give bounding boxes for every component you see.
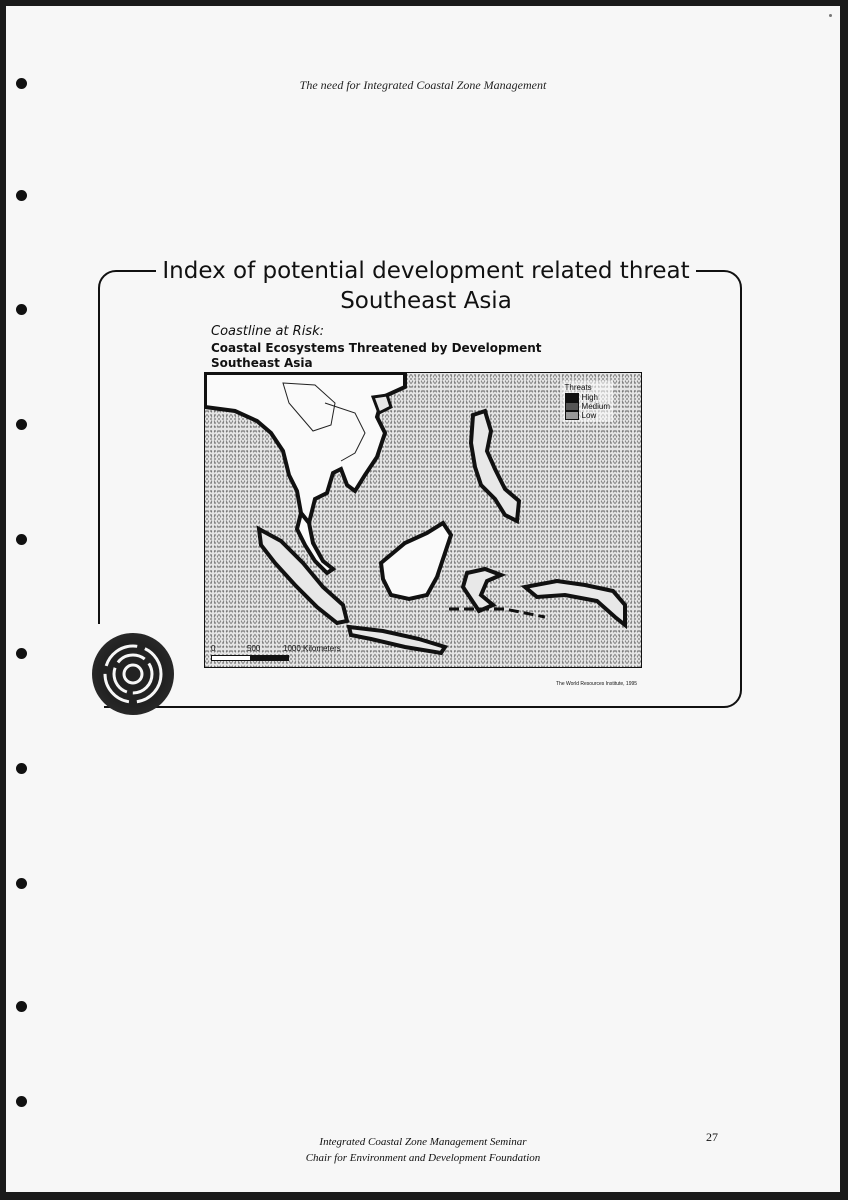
legend-item: [565, 411, 610, 420]
coastline-threat-map: [204, 372, 642, 668]
map-subtitle-line2: Southeast Asia: [211, 356, 313, 370]
scale-bar: [211, 644, 351, 661]
slide-title-line1: Index of potential development related threat: [156, 256, 695, 286]
legend-title: Threats: [564, 383, 592, 392]
sulawesi-island: [463, 569, 501, 611]
legend-label-medium: Medium: [581, 402, 610, 411]
binder-hole: [16, 419, 27, 430]
eastern-islands: [525, 581, 625, 625]
binder-hole: [16, 190, 27, 201]
binder-hole: [16, 1001, 27, 1012]
legend-item: [565, 402, 610, 411]
binder-hole: [16, 534, 27, 545]
slide-title: [146, 256, 706, 316]
page-footer: [6, 1134, 840, 1166]
legend-label-low: Low: [581, 411, 597, 420]
corner-mark: [829, 14, 832, 17]
legend-label-high: High: [581, 393, 598, 402]
map-subtitle-bold: [211, 341, 571, 371]
logo-icon: [92, 633, 174, 715]
map-credit: The World Resources Institute, 1995: [556, 681, 638, 687]
legend-swatch-medium: [565, 402, 579, 411]
java-island: [349, 627, 445, 653]
foundation-logo: [92, 633, 174, 715]
scale-label-500: 500: [247, 644, 261, 653]
scale-bar-graphic: [211, 655, 289, 661]
scale-segment: [250, 656, 288, 660]
binder-hole: [16, 1096, 27, 1107]
scale-labels: [211, 644, 351, 654]
binder-hole: [16, 763, 27, 774]
page-number: 27: [706, 1130, 718, 1144]
legend-swatch-low: [565, 411, 579, 420]
footer-line2: Chair for Environment and Development Foundation: [305, 1152, 541, 1164]
scale-label-1000: 1000 Kilometers: [283, 644, 341, 653]
map-subtitle-line1: Coastal Ecosystems Threatened by Development: [211, 341, 542, 355]
binder-hole: [16, 304, 27, 315]
footer-line1: Integrated Coastal Zone Management Seminar: [319, 1136, 527, 1148]
running-head: The need for Integrated Coastal Zone Management: [299, 78, 547, 92]
document-page: [6, 6, 840, 1192]
philippines-islands: [471, 411, 519, 521]
island-chain: [449, 609, 545, 617]
map-subtitle-italic: Coastline at Risk:: [211, 324, 324, 339]
scale-label-0: 0: [211, 644, 216, 653]
borneo-island: [381, 523, 451, 599]
binder-hole: [16, 878, 27, 889]
slide-title-line2: Southeast Asia: [340, 288, 512, 314]
legend-item: [565, 393, 610, 402]
scale-segment: [212, 656, 250, 660]
binder-hole: [16, 648, 27, 659]
legend-swatch-high: [565, 393, 579, 402]
map-legend: [562, 381, 613, 422]
